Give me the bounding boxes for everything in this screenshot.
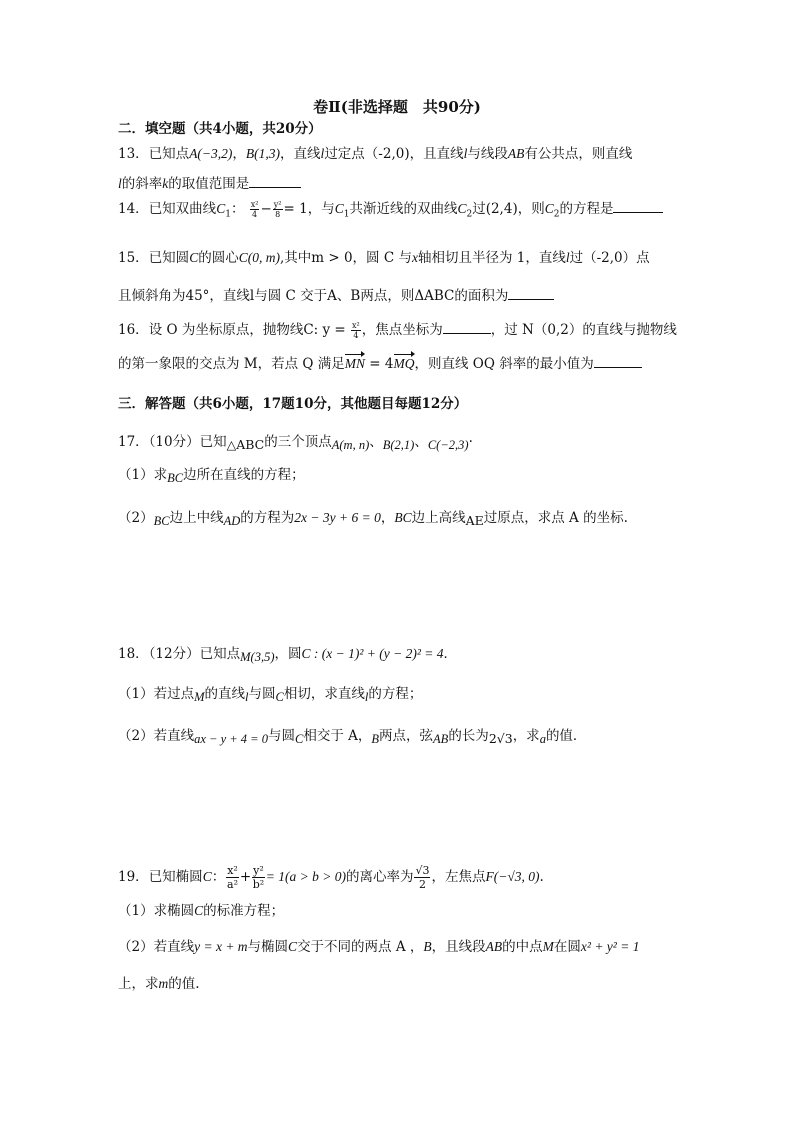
question-19: 19．已知椭圆C： $\frac{\text{x²}}{\text{a²}}$ + $\frac{\text{y²}}{\text{b²}}$ = 1(a > b > 0)的离心率为 $\frac{√3}{2}$ ，左焦点F(−√3, 0). [118, 864, 544, 891]
question-18-part-2: （2）若直线ax − y + 4 = 0与圆C相交于 A，B两点，弦AB的长为2√3，求a的值． [118, 728, 587, 746]
question-13: 13．已知点A(−3,2)，B(1,3)，直线l过定点（-2,0)，且直线l与线段AB有公共点，则直线 [118, 146, 633, 162]
question-13-line-2: l的斜率k的取值范围是 [118, 175, 301, 193]
question-17-part-1: （1）求BC边所在直线的方程； [118, 467, 305, 485]
question-18-part-1: （1）若过点M的直线l与圆C相切，求直线l的方程； [118, 686, 423, 704]
question-19-part-2: （2）若直线y = x + m与椭圆C交于不同的两点 A ，B，且线段AB的中点M在圆x² + y² = 1 [118, 939, 640, 955]
answer-blank [443, 321, 491, 334]
question-19-line-3: 上，求m的值. [118, 976, 200, 992]
answer-blank [249, 175, 301, 188]
question-17-part-2: （2）BC边上中线AD的方程为2x − 3y + 6 = 0，BC边上高线AE过原点，求点 A 的坐标. [118, 510, 628, 528]
section-3-heading: 三．解答题（共6小题，17题10分，其他题目每题12分） [118, 396, 468, 412]
question-16-line-2: 的第一象限的交点为 M，若点 Q 满足MN = 4MQ，则直线 OQ 斜率的最小值为 [118, 353, 642, 373]
question-18: 18．（12分）已知点M(3,5)，圆C : (x − 1)² + (y − 2)² = 4． [118, 646, 458, 664]
fraction-y2-b2: $\frac{\text{y²}}{\text{b²}}$ [252, 864, 265, 891]
fraction-x2-a2: $\frac{\text{x²}}{\text{a²}}$ [227, 864, 238, 891]
page-title: 卷Ⅱ(非选择题 共90分) [313, 98, 481, 116]
question-14: 14．已知双曲线$C_1$： $\frac{\text{x²}}{4}$ − $\frac{\text{y²}}{8}$ = 1，与$C_1$共渐近线的双曲线$C_2$过(2,4)，则$C_2$的方程是 [118, 200, 663, 219]
question-16: 16．设 O 为坐标原点，抛物线C: y = $\frac{\text{x²}}{4}$ ，焦点坐标为 ，过 N（0,2）的直线与抛物线 [118, 321, 677, 340]
answer-blank [613, 200, 663, 213]
question-15-line-2: 且倾斜角为45°，直线l与圆 C 交于A、B两点，则ΔABC的面积为 [118, 287, 554, 305]
fraction-x2-4: $\frac{\text{x²}}{4}$ [250, 200, 259, 219]
fraction-x2-4: $\frac{\text{x²}}{4}$ [352, 321, 360, 340]
question-17: 17．（10分）已知△ABC的三个顶点A(m, n)、B(2,1)、C(−2,3)· [118, 434, 473, 452]
answer-blank [594, 355, 642, 368]
section-2-heading: 二．填空题（共4小题，共20分） [118, 121, 322, 137]
question-15: 15．已知圆C的圆心C(0, m),其中m > 0，圆 C 与x轴相切且半径为 1，直线l过（-2,0）点 [118, 250, 650, 266]
vector-mq: MQ [394, 353, 415, 373]
fraction-sqrt3-2: $\frac{√3}{2}$ [415, 864, 430, 891]
fraction-y2-8: $\frac{\text{y²}}{8}$ [273, 200, 282, 219]
question-19-part-1: （1）求椭圆C的标准方程； [118, 903, 285, 919]
vector-mn: MN [345, 353, 365, 373]
answer-blank [508, 287, 554, 300]
